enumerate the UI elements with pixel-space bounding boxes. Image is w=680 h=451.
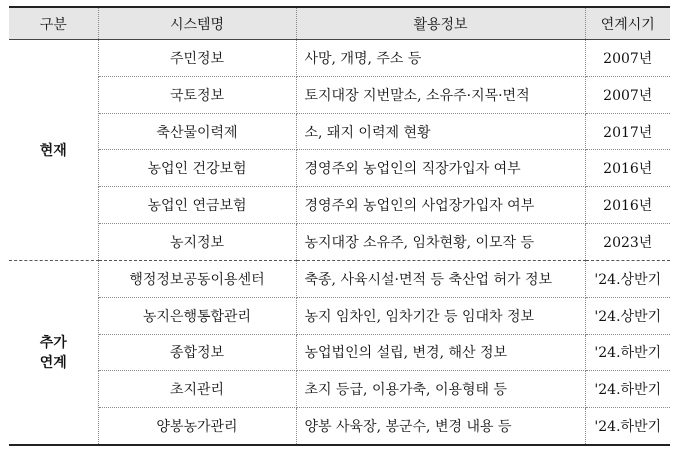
group-label-text-line1: 추가 [39, 335, 67, 352]
table-row [9, 408, 670, 445]
cell-system: 종합정보 [98, 334, 296, 371]
cell-info: 사망, 개명, 주소 등 [296, 40, 585, 77]
cell-period: '24.상반기 [585, 297, 670, 334]
cell-period: 2023년 [585, 224, 670, 261]
integration-table [9, 6, 670, 446]
table-row [9, 371, 670, 408]
cell-system: 양봉농가관리 [98, 408, 296, 445]
cell-system: 농지정보 [98, 224, 296, 261]
cell-period: '24.하반기 [585, 334, 670, 371]
cell-system: 행정정보공동이용센터 [98, 260, 296, 297]
cell-system: 농업인 건강보험 [98, 150, 296, 187]
group-label-text-line2: 연계 [39, 355, 67, 372]
header-row [9, 7, 670, 40]
header-category: 구분 [9, 7, 98, 40]
header-system-name: 시스템명 [98, 7, 296, 40]
cell-period: 2007년 [585, 76, 670, 113]
table-row [9, 297, 670, 334]
cell-system: 축산물이력제 [98, 113, 296, 150]
cell-info: 양봉 사육장, 봉군수, 변경 내용 등 [296, 408, 585, 445]
table-row [9, 76, 670, 113]
cell-period: 2007년 [585, 40, 670, 77]
cell-period: '24.하반기 [585, 371, 670, 408]
header-integration-period: 연계시기 [585, 7, 670, 40]
cell-period: 2017년 [585, 113, 670, 150]
cell-info: 경영주외 농업인의 사업장가입자 여부 [296, 187, 585, 224]
table-row [9, 334, 670, 371]
cell-system: 농업인 연금보험 [98, 187, 296, 224]
cell-info: 초지 등급, 이용가축, 이용형태 등 [296, 371, 585, 408]
cell-period: '24.하반기 [585, 408, 670, 445]
cell-system: 국토정보 [98, 76, 296, 113]
cell-info: 경영주외 농업인의 직장가입자 여부 [296, 150, 585, 187]
group-label-current [9, 40, 98, 261]
table-row [9, 40, 670, 77]
group-label-text: 현재 [39, 142, 67, 159]
cell-period: 2016년 [585, 187, 670, 224]
header-usage-info: 활용정보 [296, 7, 585, 40]
cell-info: 토지대장 지번말소, 소유주·지목·면적 [296, 76, 585, 113]
table-row [9, 260, 670, 297]
cell-system: 주민정보 [98, 40, 296, 77]
cell-period: '24.상반기 [585, 260, 670, 297]
table-row [9, 113, 670, 150]
cell-info: 소, 돼지 이력제 현황 [296, 113, 585, 150]
table-row [9, 150, 670, 187]
cell-info: 농지 임차인, 임차기간 등 임대차 정보 [296, 297, 585, 334]
table-row [9, 187, 670, 224]
table-row [9, 224, 670, 261]
cell-info: 축종, 사육시설·면적 등 축산업 허가 정보 [296, 260, 585, 297]
cell-period: 2016년 [585, 150, 670, 187]
group-label-additional [9, 260, 98, 445]
cell-info: 농업법인의 설립, 변경, 해산 정보 [296, 334, 585, 371]
cell-info: 농지대장 소유주, 임차현황, 이모작 등 [296, 224, 585, 261]
cell-system: 농지은행통합관리 [98, 297, 296, 334]
cell-system: 초지관리 [98, 371, 296, 408]
